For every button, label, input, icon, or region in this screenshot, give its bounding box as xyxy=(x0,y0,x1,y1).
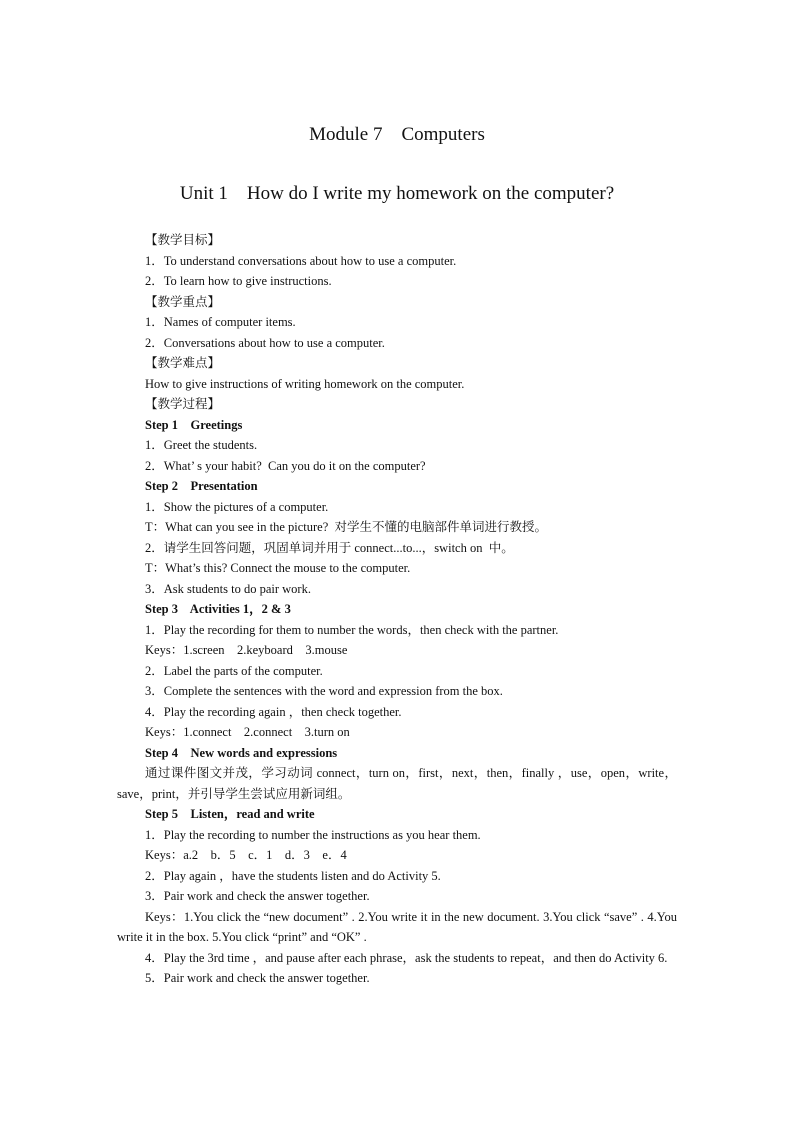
document-line: Keys：1.screen 2.keyboard 3.mouse xyxy=(145,643,348,657)
lesson-plan-body xyxy=(117,230,677,989)
document-line: Step 2 Presentation xyxy=(145,479,258,493)
document-line: 1．To understand conversations about how to use a computer. xyxy=(145,253,457,268)
document-line: 【教学重点】 xyxy=(145,294,221,309)
document-line: 2．What’ s your habit? Can you do it on the computer? xyxy=(145,458,426,473)
document-line: 2．Conversations about how to use a computer. xyxy=(145,335,385,350)
document-line: 1．Play the recording to number the instructions as you hear them. xyxy=(145,827,481,842)
document-line: Step 5 Listen，read and write xyxy=(145,807,315,821)
document-line: 2．请学生回答问题，巩固单词并用于 connect...to...，switch on 中。 xyxy=(145,540,514,555)
unit-title: Unit 1 How do I write my homework on the computer? xyxy=(179,183,615,204)
document-line: 3．Ask students to do pair work. xyxy=(145,581,311,596)
document-line: 4．Play the 3rd time ，and pause after each phrase，ask the students to repeat，and then do Activity 6. xyxy=(145,950,668,965)
document-line: 1．Play the recording for them to number the words，then check with the partner. xyxy=(145,622,559,637)
document-line: 【教学过程】 xyxy=(145,397,221,411)
document-line: Step 4 New words and expressions xyxy=(145,745,338,760)
document-line: T：What can you see in the picture? 对学生不懂的电脑部件单词进行教授。 xyxy=(145,520,548,534)
document-line: Step 3 Activities 1，2 & 3 xyxy=(145,602,291,616)
document-line: 1．Greet the students. xyxy=(145,438,258,452)
document-line: 5．Pair work and check the answer together. xyxy=(145,971,370,985)
document-line: 2．Label the parts of the computer. xyxy=(145,663,323,678)
module-title: Module 7 Computers xyxy=(309,124,485,145)
document-line: 3．Pair work and check the answer together. xyxy=(145,889,370,903)
document-line: 3．Complete the sentences with the word and expression from the box. xyxy=(145,684,503,698)
document-line: Keys：a.2 b．5 c．1 d．3 e．4 xyxy=(145,848,347,862)
document-line: 【教学难点】 xyxy=(145,356,221,370)
document-line: 通过课件图文并茂，学习动词 connect，turn on，first，next，then，finally ，use，open，write，save，print，并引导学生尝试应用新词组。 xyxy=(117,766,677,801)
document-line: 1．Names of computer items. xyxy=(145,315,296,329)
document-line: 1．Show the pictures of a computer. xyxy=(145,499,329,514)
document-line: Keys：1.connect 2.connect 3.turn on xyxy=(145,725,350,739)
document-line: T：What’s this? Connect the mouse to the computer. xyxy=(145,561,411,575)
document-line: Step 1 Greetings xyxy=(145,417,243,432)
document-line: 2．Play again ，have the students listen and do Activity 5. xyxy=(145,868,441,883)
document-line: How to give instructions of writing homework on the computer. xyxy=(145,376,465,391)
document-line: 2．To learn how to give instructions. xyxy=(145,274,332,288)
document-line: 【教学目标】 xyxy=(145,233,221,247)
document-line: 4．Play the recording again ，then check together. xyxy=(145,704,402,719)
document-line: Keys：1.You click the “new document” . 2.You write it in the new document. 3.You click “save” . 4.You write it in the box. 5.You click “print” and “OK” . xyxy=(117,909,677,944)
